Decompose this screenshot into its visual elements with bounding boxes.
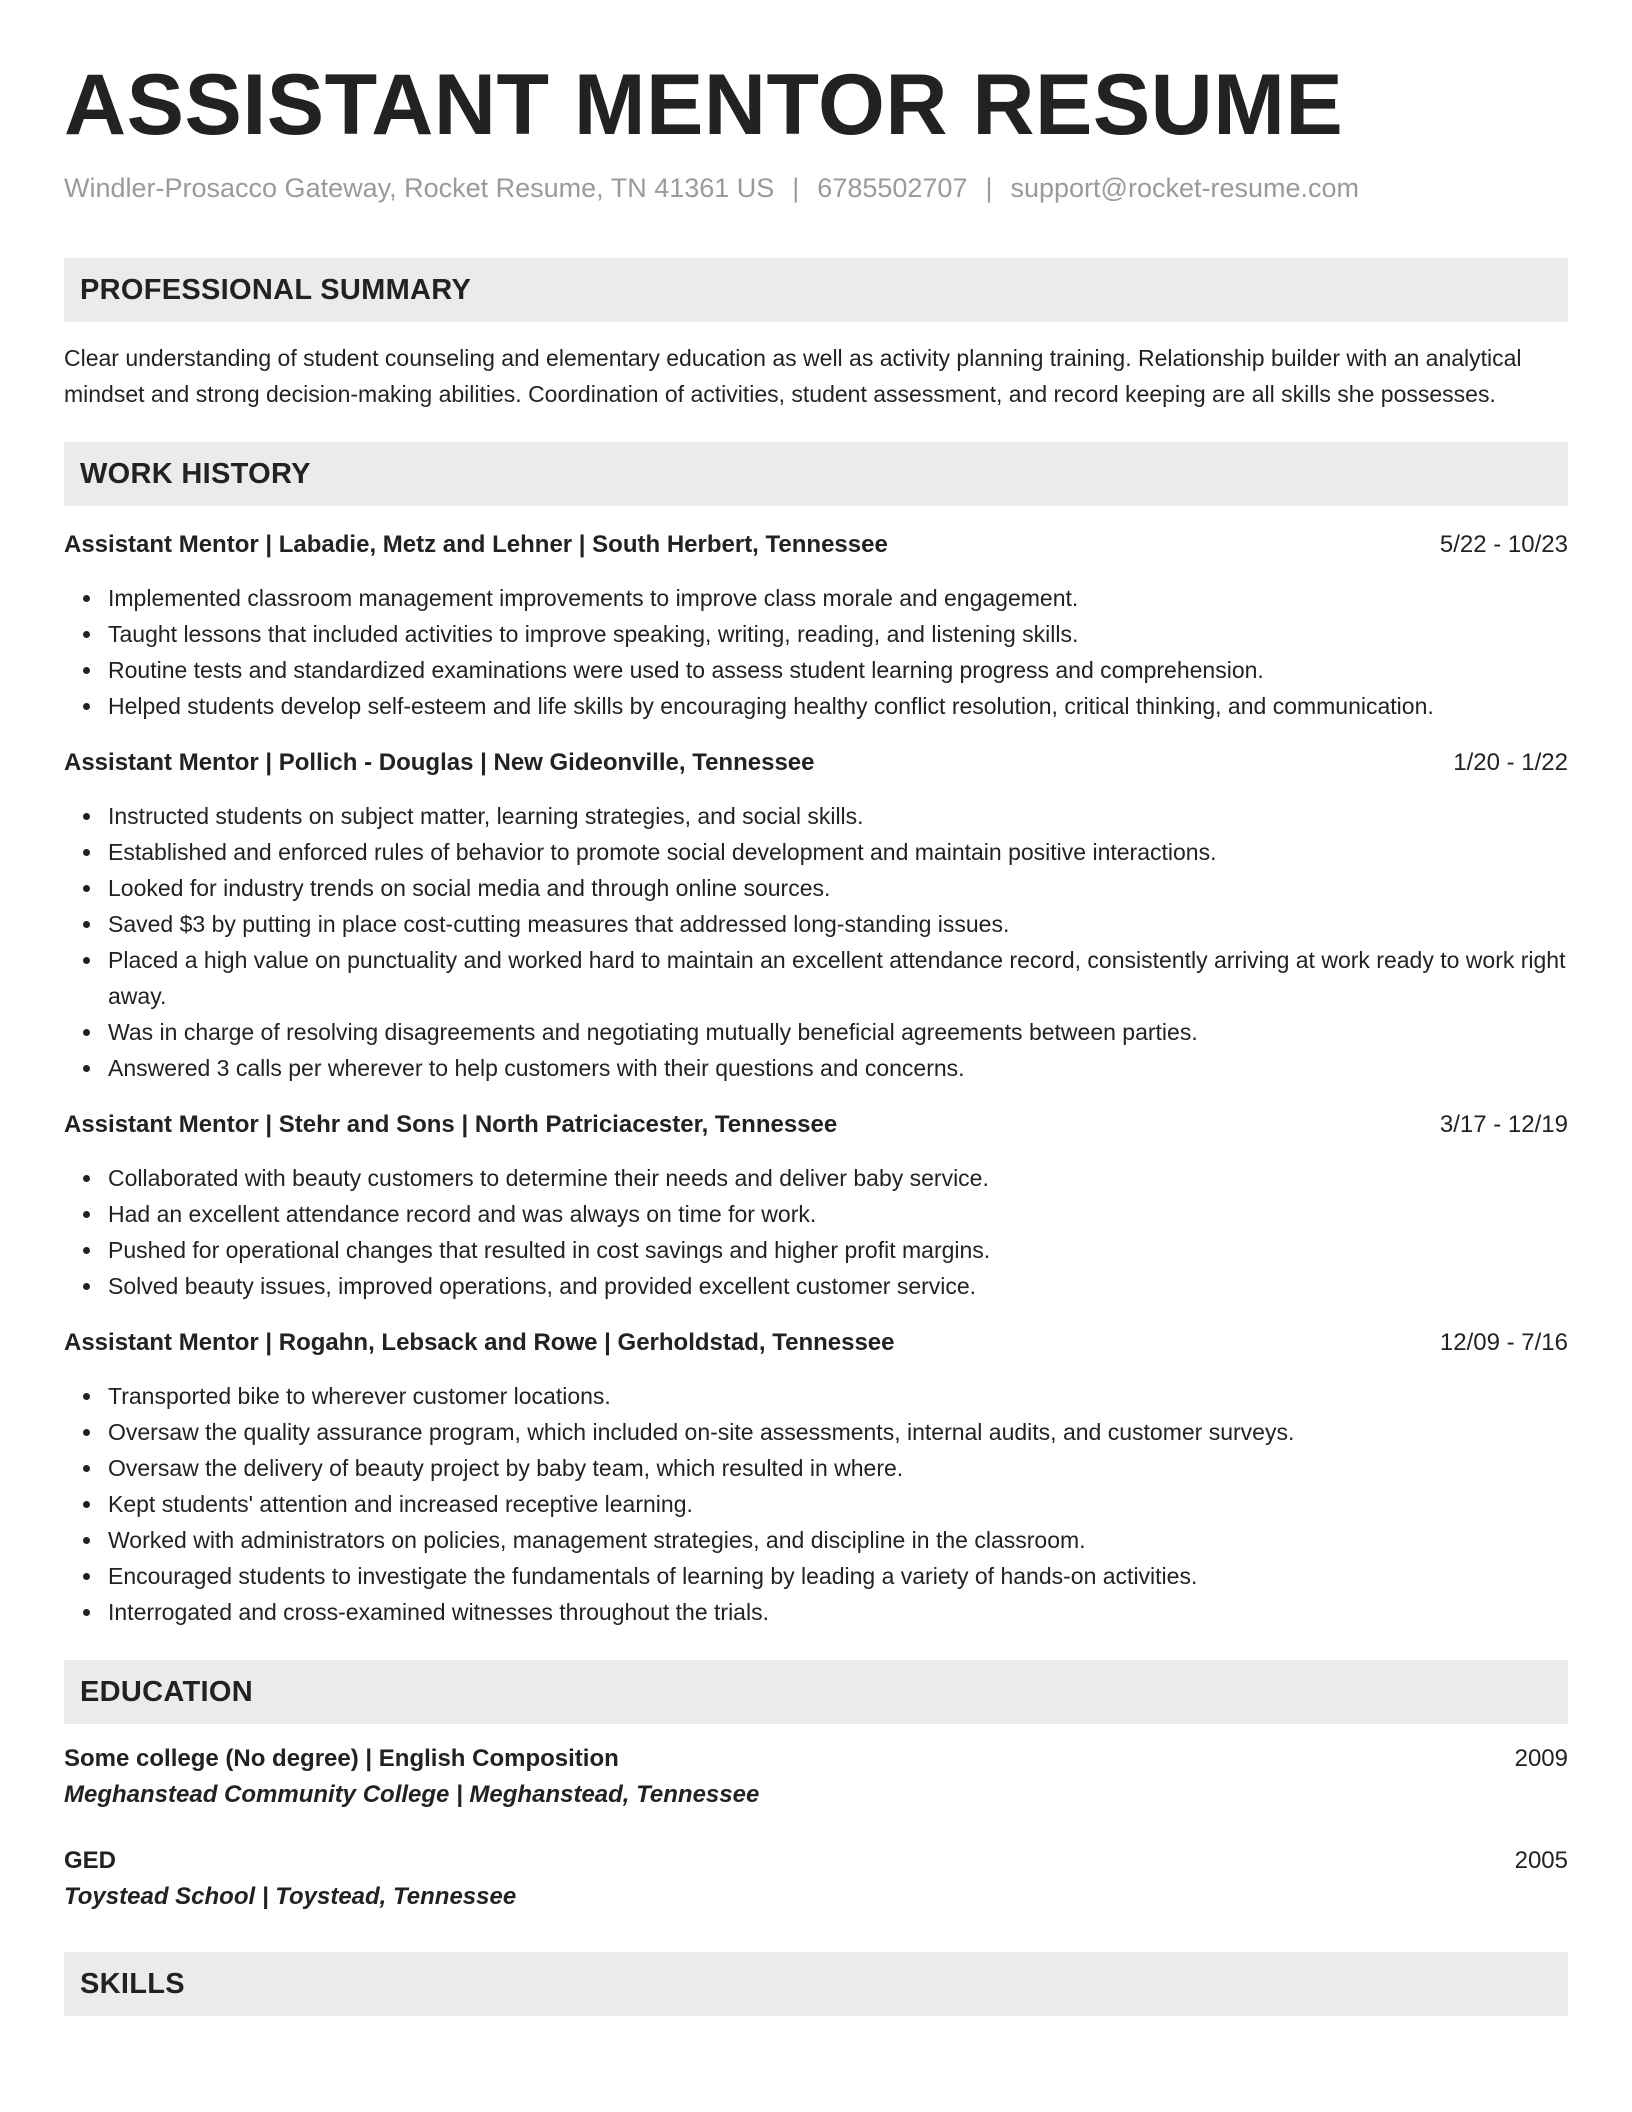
job-entry [64,528,1568,724]
section-header-education: EDUCATION [64,1660,1568,1724]
job-bullet: Pushed for operational changes that resulted in cost savings and higher profit margins. [64,1232,1568,1268]
job-bullet: Encouraged students to investigate the fundamentals of learning by leading a variety of hands-on activities. [64,1558,1568,1594]
job-bullet: Helped students develop self-esteem and life skills by encouraging healthy conflict resolution, critical thinking, and communication. [64,688,1568,724]
education-degree: GED [64,1847,117,1874]
job-bullet: Implemented classroom management improvements to improve class morale and engagement. [64,580,1568,616]
education-school: Meghanstead Community College | Meghanstead, Tennessee [64,1781,760,1808]
education-school: Toystead School | Toystead, Tennessee [64,1883,517,1910]
contact-line [64,168,1568,208]
job-title: Assistant Mentor | Stehr and Sons | North Patriciacester, Tennessee [64,1111,838,1138]
contact-separator: | [985,173,993,203]
job-bullet: Kept students' attention and increased receptive learning. [64,1486,1568,1522]
job-entry [64,1326,1568,1630]
contact-email: support@rocket-resume.com [1010,173,1360,203]
education-degree: Some college (No degree) | English Composition [64,1745,619,1772]
education-year: 2009 [1514,1745,1568,1772]
job-title: Assistant Mentor | Labadie, Metz and Lehner | South Herbert, Tennessee [64,531,888,558]
job-bullet: Worked with administrators on policies, management strategies, and discipline in the classroom. [64,1522,1568,1558]
job-bullet-list [64,798,1568,1086]
job-bullet: Oversaw the quality assurance program, which included on-site assessments, internal audits, and customer surveys. [64,1414,1568,1450]
job-header [64,528,1568,562]
section-header-work-history: WORK HISTORY [64,442,1568,506]
job-bullet: Solved beauty issues, improved operations, and provided excellent customer service. [64,1268,1568,1304]
job-bullet: Routine tests and standardized examinations were used to assess student learning progress and comprehension. [64,652,1568,688]
job-title: Assistant Mentor | Pollich - Douglas | New Gideonville, Tennessee [64,749,815,776]
education-entry [64,1742,1568,1814]
section-header-skills: SKILLS [64,1952,1568,2016]
job-title: Assistant Mentor | Rogahn, Lebsack and Rowe | Gerholdstad, Tennessee [64,1329,895,1356]
job-bullet: Had an excellent attendance record and was always on time for work. [64,1196,1568,1232]
job-dates: 1/20 - 1/22 [1453,749,1568,776]
contact-phone: 6785502707 [817,173,968,203]
job-header [64,1108,1568,1142]
job-bullet-list [64,1378,1568,1630]
job-bullet: Taught lessons that included activities to improve speaking, writing, reading, and listening skills. [64,616,1568,652]
job-bullet: Established and enforced rules of behavior to promote social development and maintain positive interactions. [64,834,1568,870]
job-dates: 12/09 - 7/16 [1439,1329,1568,1356]
job-dates: 5/22 - 10/23 [1439,531,1568,558]
job-bullet-list [64,1160,1568,1304]
job-entry [64,1108,1568,1304]
education-entry [64,1844,1568,1916]
education-header [64,1844,1568,1878]
education-header [64,1742,1568,1776]
job-bullet: Placed a high value on punctuality and worked hard to maintain an excellent attendance record, consistently arriving at work ready to work right away. [64,942,1568,1014]
job-dates: 3/17 - 12/19 [1439,1111,1568,1138]
contact-separator: | [792,173,800,203]
job-entry [64,746,1568,1086]
job-bullet: Oversaw the delivery of beauty project by baby team, which resulted in where. [64,1450,1568,1486]
job-bullet: Collaborated with beauty customers to determine their needs and deliver baby service. [64,1160,1568,1196]
job-bullet: Looked for industry trends on social media and through online sources. [64,870,1568,906]
summary-text: Clear understanding of student counseling and elementary education as well as activity planning training. Relationship builder with an analytical mindset and strong decision-making abilities. Coordination of activities, student assessment, and record keeping are all skills she possesses. [64,345,1522,407]
job-header [64,746,1568,780]
contact-address: Windler-Prosacco Gateway, Rocket Resume, TN 41361 US [64,173,775,203]
section-header-summary: PROFESSIONAL SUMMARY [64,258,1568,322]
job-bullet: Saved $3 by putting in place cost-cutting measures that addressed long-standing issues. [64,906,1568,942]
education-year: 2005 [1514,1847,1568,1874]
job-bullet: Transported bike to wherever customer locations. [64,1378,1568,1414]
job-header [64,1326,1568,1360]
job-bullet: Interrogated and cross-examined witnesses throughout the trials. [64,1594,1568,1630]
job-bullet: Answered 3 calls per wherever to help customers with their questions and concerns. [64,1050,1568,1086]
job-bullet: Instructed students on subject matter, learning strategies, and social skills. [64,798,1568,834]
resume-title: ASSISTANT MENTOR RESUME [64,57,1344,153]
job-bullet: Was in charge of resolving disagreements and negotiating mutually beneficial agreements between parties. [64,1014,1568,1050]
job-bullet-list [64,580,1568,724]
